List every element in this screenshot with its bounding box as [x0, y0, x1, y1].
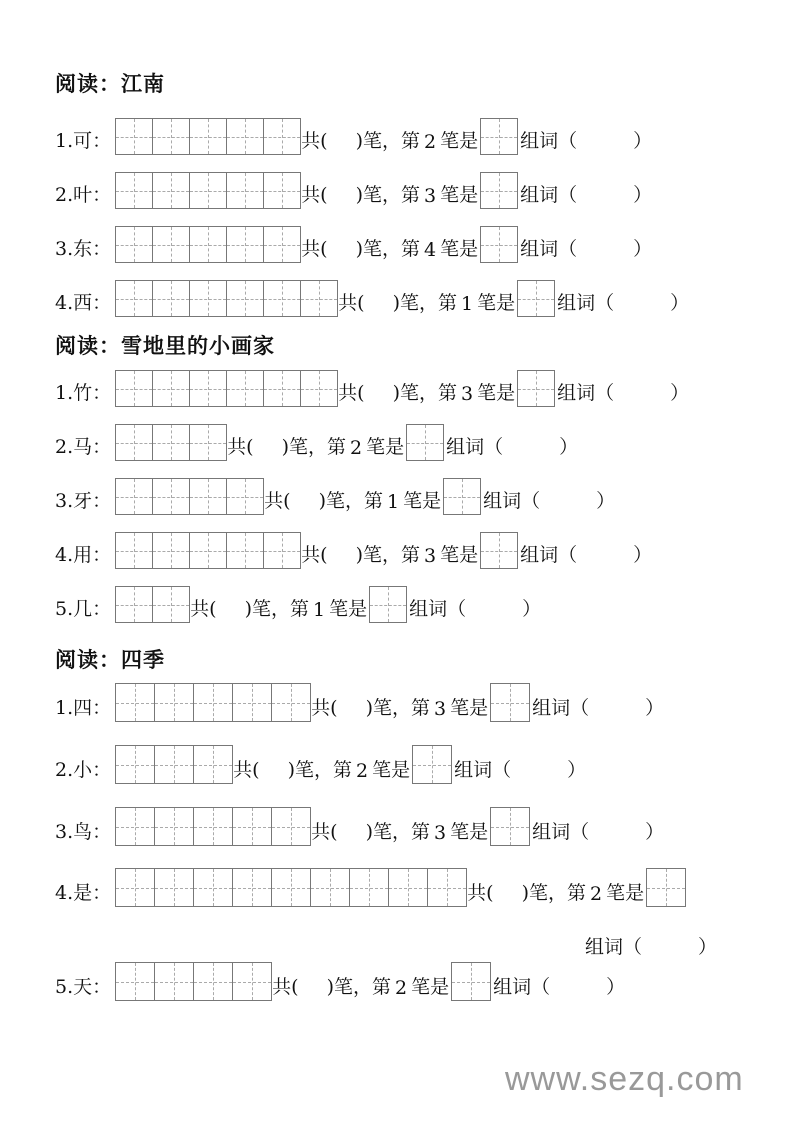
word-label: 组词（	[446, 436, 504, 458]
stroke-number: 3	[460, 383, 474, 405]
writing-cell[interactable]	[116, 745, 155, 784]
stroke-order-grid[interactable]	[115, 370, 338, 407]
total-label: 共(	[264, 490, 291, 512]
writing-cell[interactable]	[194, 683, 233, 722]
stroke-is-label: 笔是	[440, 238, 479, 260]
word-blank[interactable]	[577, 153, 633, 155]
stroke-count-blank[interactable]	[338, 844, 366, 846]
word-label: 组词（	[520, 544, 578, 566]
writing-cell[interactable]	[194, 962, 233, 1001]
word-close: ）	[633, 184, 653, 206]
stroke-is-label: 笔是	[440, 544, 479, 566]
stroke-number: 1	[386, 491, 400, 513]
stroke-count-blank[interactable]	[299, 999, 327, 1001]
writing-cell[interactable]	[227, 226, 264, 263]
writing-cell[interactable]	[153, 280, 190, 317]
answer-stroke-box[interactable]	[490, 807, 530, 846]
word-label: 组词（	[532, 821, 590, 843]
writing-cell[interactable]	[233, 962, 272, 1001]
writing-cell[interactable]	[227, 478, 264, 515]
stroke-order-grid[interactable]	[115, 962, 272, 1001]
word-blank[interactable]	[614, 315, 670, 317]
word-close: ）	[670, 292, 690, 314]
character-label: 3.牙：	[55, 490, 112, 512]
writing-cell[interactable]	[491, 683, 530, 722]
stroke-text: )笔，第	[244, 598, 309, 620]
stroke-number: 4	[423, 239, 437, 261]
word-close: ）	[645, 821, 665, 843]
total-label: 共(	[227, 436, 254, 458]
stroke-order-grid[interactable]	[115, 226, 301, 263]
word-label: 组词（	[409, 598, 467, 620]
writing-cell[interactable]	[264, 118, 301, 155]
total-label: 共(	[338, 292, 365, 314]
writing-cell[interactable]	[481, 172, 518, 209]
writing-cell[interactable]	[116, 683, 155, 722]
exercise-row	[55, 424, 578, 461]
writing-cell[interactable]	[153, 532, 190, 569]
stroke-order-grid[interactable]	[115, 745, 233, 784]
character-label: 1.可：	[55, 130, 112, 152]
writing-cell[interactable]	[413, 745, 452, 784]
stroke-count-blank[interactable]	[328, 567, 356, 569]
writing-cell[interactable]	[272, 868, 311, 907]
stroke-number: 2	[423, 131, 437, 153]
word-label: 组词（	[557, 382, 615, 404]
character-label: 4.西：	[55, 292, 112, 314]
writing-cell[interactable]	[264, 172, 301, 209]
character-label: 2.叶：	[55, 184, 112, 206]
word-blank[interactable]	[503, 459, 559, 461]
writing-cell[interactable]	[194, 745, 233, 784]
stroke-number: 2	[355, 760, 369, 782]
writing-cell[interactable]	[389, 868, 428, 907]
word-label: 组词（	[520, 130, 578, 152]
total-label: 共(	[272, 976, 299, 998]
answer-stroke-box[interactable]	[443, 478, 481, 515]
writing-cell[interactable]	[153, 586, 190, 623]
writing-cell[interactable]	[190, 172, 227, 209]
stroke-count-blank[interactable]	[365, 405, 393, 407]
stroke-order-grid[interactable]	[115, 683, 311, 722]
total-label: 共(	[311, 821, 338, 843]
stroke-number: 2	[349, 437, 363, 459]
answer-stroke-box[interactable]	[451, 962, 491, 1001]
answer-stroke-box[interactable]	[517, 370, 555, 407]
answer-stroke-box[interactable]	[517, 280, 555, 317]
writing-cell[interactable]	[227, 532, 264, 569]
writing-cell[interactable]	[155, 807, 194, 846]
writing-cell[interactable]	[155, 962, 194, 1001]
writing-cell[interactable]	[153, 118, 190, 155]
writing-cell[interactable]	[194, 868, 233, 907]
stroke-count-blank[interactable]	[328, 153, 356, 155]
exercise-row	[55, 745, 586, 784]
exercise-row	[55, 807, 664, 846]
stroke-count-blank[interactable]	[494, 905, 522, 907]
writing-cell[interactable]	[116, 478, 153, 515]
stroke-order-grid[interactable]	[115, 280, 338, 317]
writing-cell[interactable]	[227, 280, 264, 317]
stroke-is-label: 笔是	[440, 184, 479, 206]
word-blank[interactable]	[577, 207, 633, 209]
section-title: 阅读：江南	[55, 72, 165, 96]
stroke-order-grid[interactable]	[115, 532, 301, 569]
stroke-is-label: 笔是	[411, 976, 450, 998]
word-close: ）	[670, 382, 690, 404]
character-label: 5.几：	[55, 598, 112, 620]
stroke-number: 1	[312, 599, 326, 621]
total-label: 共(	[233, 759, 260, 781]
section-title: 阅读：四季	[55, 648, 165, 672]
writing-cell[interactable]	[264, 370, 301, 407]
stroke-count-blank[interactable]	[328, 261, 356, 263]
stroke-is-label: 笔是	[477, 292, 516, 314]
stroke-number: 3	[423, 185, 437, 207]
writing-cell[interactable]	[116, 172, 153, 209]
word-blank[interactable]	[589, 844, 645, 846]
writing-cell[interactable]	[452, 962, 491, 1001]
writing-cell[interactable]	[190, 118, 227, 155]
writing-cell[interactable]	[190, 226, 227, 263]
stroke-order-grid[interactable]	[115, 586, 190, 623]
stroke-text: )笔，第	[287, 759, 352, 781]
stroke-text: )笔，第	[365, 821, 430, 843]
writing-cell[interactable]	[116, 807, 155, 846]
word-line	[585, 932, 717, 959]
answer-stroke-box[interactable]	[480, 532, 518, 569]
writing-cell[interactable]	[155, 745, 194, 784]
writing-cell[interactable]	[233, 683, 272, 722]
character-label: 1.竹：	[55, 382, 112, 404]
writing-cell[interactable]	[227, 370, 264, 407]
word-blank[interactable]	[466, 621, 522, 623]
writing-cell[interactable]	[190, 532, 227, 569]
writing-cell[interactable]	[272, 683, 311, 722]
writing-cell[interactable]	[481, 118, 518, 155]
word-blank[interactable]	[577, 567, 633, 569]
stroke-number: 2	[589, 883, 603, 905]
stroke-number: 3	[423, 545, 437, 567]
character-label: 3.鸟：	[55, 821, 112, 843]
character-label: 3.东：	[55, 238, 112, 260]
stroke-count-blank[interactable]	[338, 720, 366, 722]
word-label: 组词（	[493, 976, 551, 998]
stroke-is-label: 笔是	[477, 382, 516, 404]
writing-cell[interactable]	[647, 868, 686, 907]
character-label: 4.用：	[55, 544, 112, 566]
word-close: ）	[633, 130, 653, 152]
section-title: 阅读：雪地里的小画家	[55, 334, 275, 358]
character-label: 2.马：	[55, 436, 112, 458]
total-label: 共(	[301, 130, 328, 152]
answer-stroke-box[interactable]	[480, 226, 518, 263]
stroke-text: )笔，第	[392, 382, 457, 404]
stroke-is-label: 笔是	[606, 882, 645, 904]
writing-cell[interactable]	[116, 532, 153, 569]
writing-cell[interactable]	[190, 280, 227, 317]
writing-cell[interactable]	[481, 226, 518, 263]
word-label: 组词（	[532, 697, 590, 719]
word-blank[interactable]	[511, 782, 567, 784]
writing-cell[interactable]	[116, 226, 153, 263]
writing-cell[interactable]	[194, 807, 233, 846]
word-label: 组词（	[585, 936, 643, 958]
word-close: ）	[522, 598, 542, 620]
writing-cell[interactable]	[190, 370, 227, 407]
stroke-order-grid[interactable]	[115, 868, 467, 907]
stroke-number: 3	[433, 822, 447, 844]
stroke-text: )笔，第	[365, 697, 430, 719]
stroke-is-label: 笔是	[403, 490, 442, 512]
writing-cell[interactable]	[370, 586, 407, 623]
writing-cell[interactable]	[311, 868, 350, 907]
answer-stroke-box[interactable]	[369, 586, 407, 623]
stroke-count-blank[interactable]	[291, 513, 319, 515]
writing-cell[interactable]	[190, 424, 227, 461]
exercise-row	[55, 226, 652, 263]
watermark: www.sezq.com	[505, 1060, 744, 1098]
writing-cell[interactable]	[428, 868, 467, 907]
stroke-is-label: 笔是	[450, 697, 489, 719]
writing-cell[interactable]	[272, 807, 311, 846]
writing-cell[interactable]	[518, 370, 555, 407]
word-label: 组词（	[483, 490, 541, 512]
word-close: ）	[633, 544, 653, 566]
stroke-is-label: 笔是	[329, 598, 368, 620]
word-close: ）	[645, 697, 665, 719]
exercise-row	[55, 868, 688, 907]
stroke-count-blank[interactable]	[254, 459, 282, 461]
total-label: 共(	[301, 238, 328, 260]
writing-cell[interactable]	[264, 226, 301, 263]
stroke-count-blank[interactable]	[328, 207, 356, 209]
word-close: ）	[559, 436, 579, 458]
character-label: 5.天：	[55, 976, 112, 998]
stroke-text: )笔，第	[355, 184, 420, 206]
writing-cell[interactable]	[301, 280, 338, 317]
writing-cell[interactable]	[116, 370, 153, 407]
writing-cell[interactable]	[407, 424, 444, 461]
word-label: 组词（	[520, 184, 578, 206]
stroke-text: )笔，第	[281, 436, 346, 458]
writing-cell[interactable]	[264, 532, 301, 569]
answer-stroke-box[interactable]	[646, 868, 686, 907]
writing-cell[interactable]	[153, 226, 190, 263]
stroke-number: 3	[433, 698, 447, 720]
writing-cell[interactable]	[153, 478, 190, 515]
stroke-order-grid[interactable]	[115, 807, 311, 846]
exercise-row	[55, 478, 615, 515]
stroke-count-blank[interactable]	[365, 315, 393, 317]
writing-cell[interactable]	[153, 424, 190, 461]
stroke-order-grid[interactable]	[115, 118, 301, 155]
writing-cell[interactable]	[116, 118, 153, 155]
exercise-row	[55, 370, 689, 407]
word-label: 组词（	[557, 292, 615, 314]
exercise-row	[55, 172, 652, 209]
word-label: 组词（	[454, 759, 512, 781]
writing-cell[interactable]	[153, 370, 190, 407]
writing-cell[interactable]	[116, 586, 153, 623]
exercise-row	[55, 532, 652, 569]
character-label: 1.四：	[55, 697, 112, 719]
writing-cell[interactable]	[233, 807, 272, 846]
stroke-text: )笔，第	[355, 238, 420, 260]
exercise-row	[55, 118, 652, 155]
exercise-row	[55, 586, 541, 623]
stroke-order-grid[interactable]	[115, 478, 264, 515]
word-close: ）	[567, 759, 587, 781]
stroke-count-blank[interactable]	[260, 782, 288, 784]
word-blank[interactable]	[540, 513, 596, 515]
writing-cell[interactable]	[155, 868, 194, 907]
stroke-count-blank[interactable]	[217, 621, 245, 623]
stroke-text: )笔，第	[355, 544, 420, 566]
exercise-row	[55, 280, 689, 317]
answer-stroke-box[interactable]	[490, 683, 530, 722]
writing-cell[interactable]	[153, 172, 190, 209]
stroke-order-grid[interactable]	[115, 424, 227, 461]
word-blank[interactable]	[642, 951, 698, 953]
character-label: 2.小：	[55, 759, 112, 781]
total-label: 共(	[311, 697, 338, 719]
writing-cell[interactable]	[491, 807, 530, 846]
word-close: ）	[596, 490, 616, 512]
stroke-is-label: 笔是	[440, 130, 479, 152]
writing-cell[interactable]	[481, 532, 518, 569]
word-close: ）	[698, 936, 718, 958]
answer-stroke-box[interactable]	[412, 745, 452, 784]
answer-stroke-box[interactable]	[480, 172, 518, 209]
exercise-row	[55, 683, 664, 722]
word-label: 组词（	[520, 238, 578, 260]
writing-cell[interactable]	[233, 868, 272, 907]
writing-cell[interactable]	[301, 370, 338, 407]
stroke-is-label: 笔是	[366, 436, 405, 458]
word-blank[interactable]	[589, 720, 645, 722]
total-label: 共(	[338, 382, 365, 404]
writing-cell[interactable]	[518, 280, 555, 317]
word-blank[interactable]	[614, 405, 670, 407]
word-blank[interactable]	[577, 261, 633, 263]
writing-cell[interactable]	[116, 868, 155, 907]
writing-cell[interactable]	[227, 172, 264, 209]
writing-cell[interactable]	[116, 962, 155, 1001]
stroke-is-label: 笔是	[372, 759, 411, 781]
character-label: 4.是：	[55, 882, 112, 904]
word-blank[interactable]	[550, 999, 606, 1001]
stroke-text: )笔，第	[392, 292, 457, 314]
word-close: ）	[633, 238, 653, 260]
stroke-is-label: 笔是	[450, 821, 489, 843]
word-close: ）	[606, 976, 626, 998]
stroke-order-grid[interactable]	[115, 172, 301, 209]
writing-cell[interactable]	[116, 280, 153, 317]
stroke-number: 2	[394, 977, 408, 999]
writing-cell[interactable]	[444, 478, 481, 515]
total-label: 共(	[301, 544, 328, 566]
total-label: 共(	[301, 184, 328, 206]
writing-cell[interactable]	[350, 868, 389, 907]
exercise-row	[55, 962, 625, 1001]
writing-cell[interactable]	[155, 683, 194, 722]
answer-stroke-box[interactable]	[406, 424, 444, 461]
writing-cell[interactable]	[190, 478, 227, 515]
writing-cell[interactable]	[227, 118, 264, 155]
answer-stroke-box[interactable]	[480, 118, 518, 155]
stroke-text: )笔，第	[326, 976, 391, 998]
total-label: 共(	[190, 598, 217, 620]
stroke-number: 1	[460, 293, 474, 315]
writing-cell[interactable]	[116, 424, 153, 461]
stroke-text: )笔，第	[355, 130, 420, 152]
stroke-text: )笔，第	[318, 490, 383, 512]
total-label: 共(	[467, 882, 494, 904]
stroke-text: )笔，第	[521, 882, 586, 904]
writing-cell[interactable]	[264, 280, 301, 317]
